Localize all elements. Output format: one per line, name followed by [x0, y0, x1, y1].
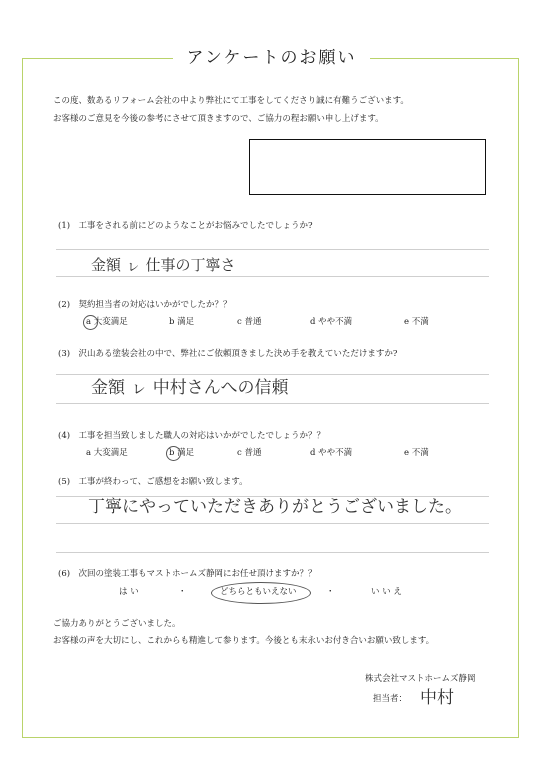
- option-2c: c 普通: [237, 317, 262, 327]
- ruled-line: [56, 403, 489, 404]
- ruled-line: [56, 552, 489, 553]
- survey-title: アンケートのお願い: [173, 43, 371, 68]
- option-6-neutral: どちらともいえない: [220, 587, 297, 597]
- company-name: 株式会社マストホームズ静岡: [365, 674, 476, 684]
- intro-line-1: この度、数あるリフォーム会社の中より弊社にて工事をしてくださり誠に有難うございます。: [53, 96, 409, 106]
- ruled-line: [56, 374, 489, 375]
- answer-1: 金額 ㇾ 仕事の丁寧さ: [91, 256, 236, 274]
- option-2a: a 大変満足: [86, 317, 128, 327]
- answer-3: 金額 ㇾ 中村さんへの信頼: [91, 378, 289, 398]
- staff-signature: 中村: [420, 688, 454, 708]
- selection-circle: [83, 315, 98, 330]
- question-5: (5) 工事が終わって、ご感想をお願い致します。: [58, 477, 248, 487]
- option-2b: b 満足: [169, 317, 195, 327]
- option-2d: d やや不満: [310, 317, 353, 327]
- option-4b: b 満足: [169, 448, 195, 458]
- closing-line-2: お客様の声を大切にし、これからも精進して参ります。今後とも末永いお付き合いお願い致します。: [53, 636, 435, 646]
- option-4c: c 普通: [237, 448, 262, 458]
- question-6: (6) 次回の塗装工事もマストホームズ静岡にお任せ頂けますか？？: [58, 569, 317, 579]
- selection-circle: [166, 446, 181, 461]
- option-4e: e 不満: [404, 448, 429, 458]
- ruled-line: [56, 496, 489, 497]
- title-wrap: [0, 40, 543, 70]
- closing-line-1: ご協力ありがとうございました。: [53, 619, 181, 629]
- question-1: (1) 工事をされる前にどのようなことがお悩みでしたでしょうか?: [58, 221, 313, 231]
- option-2e: e 不満: [404, 317, 429, 327]
- staff-label: 担当者：: [373, 694, 408, 704]
- question-2: (2) 契約担当者の対応はいかがでしたか？？: [58, 300, 232, 310]
- dot-separator: ・: [326, 587, 335, 597]
- answer-5: 丁寧にやっていただきありがとうございました。: [88, 497, 462, 517]
- option-6-no: い い え: [371, 587, 402, 597]
- dot-separator: ・: [178, 587, 187, 597]
- ruled-line: [56, 276, 489, 277]
- ruled-line: [56, 249, 489, 250]
- question-4: (4) 工事を担当致しました職人の対応はいかがでしたでしょうか？？: [58, 431, 326, 441]
- option-4a: a 大変満足: [86, 448, 128, 458]
- intro-line-2: お客様のご意見を今後の参考にさせて頂きますので、ご協力の程お願い申し上げます。: [53, 114, 384, 124]
- option-4d: d やや不満: [310, 448, 353, 458]
- ruled-line: [56, 523, 489, 524]
- redaction-box: [249, 139, 486, 195]
- option-6-yes: は い: [119, 587, 139, 597]
- question-3: (3) 沢山ある塗装会社の中で、弊社にご依頼頂きました決め手を教えていただけますか?: [58, 349, 398, 359]
- selection-circle: [211, 582, 311, 604]
